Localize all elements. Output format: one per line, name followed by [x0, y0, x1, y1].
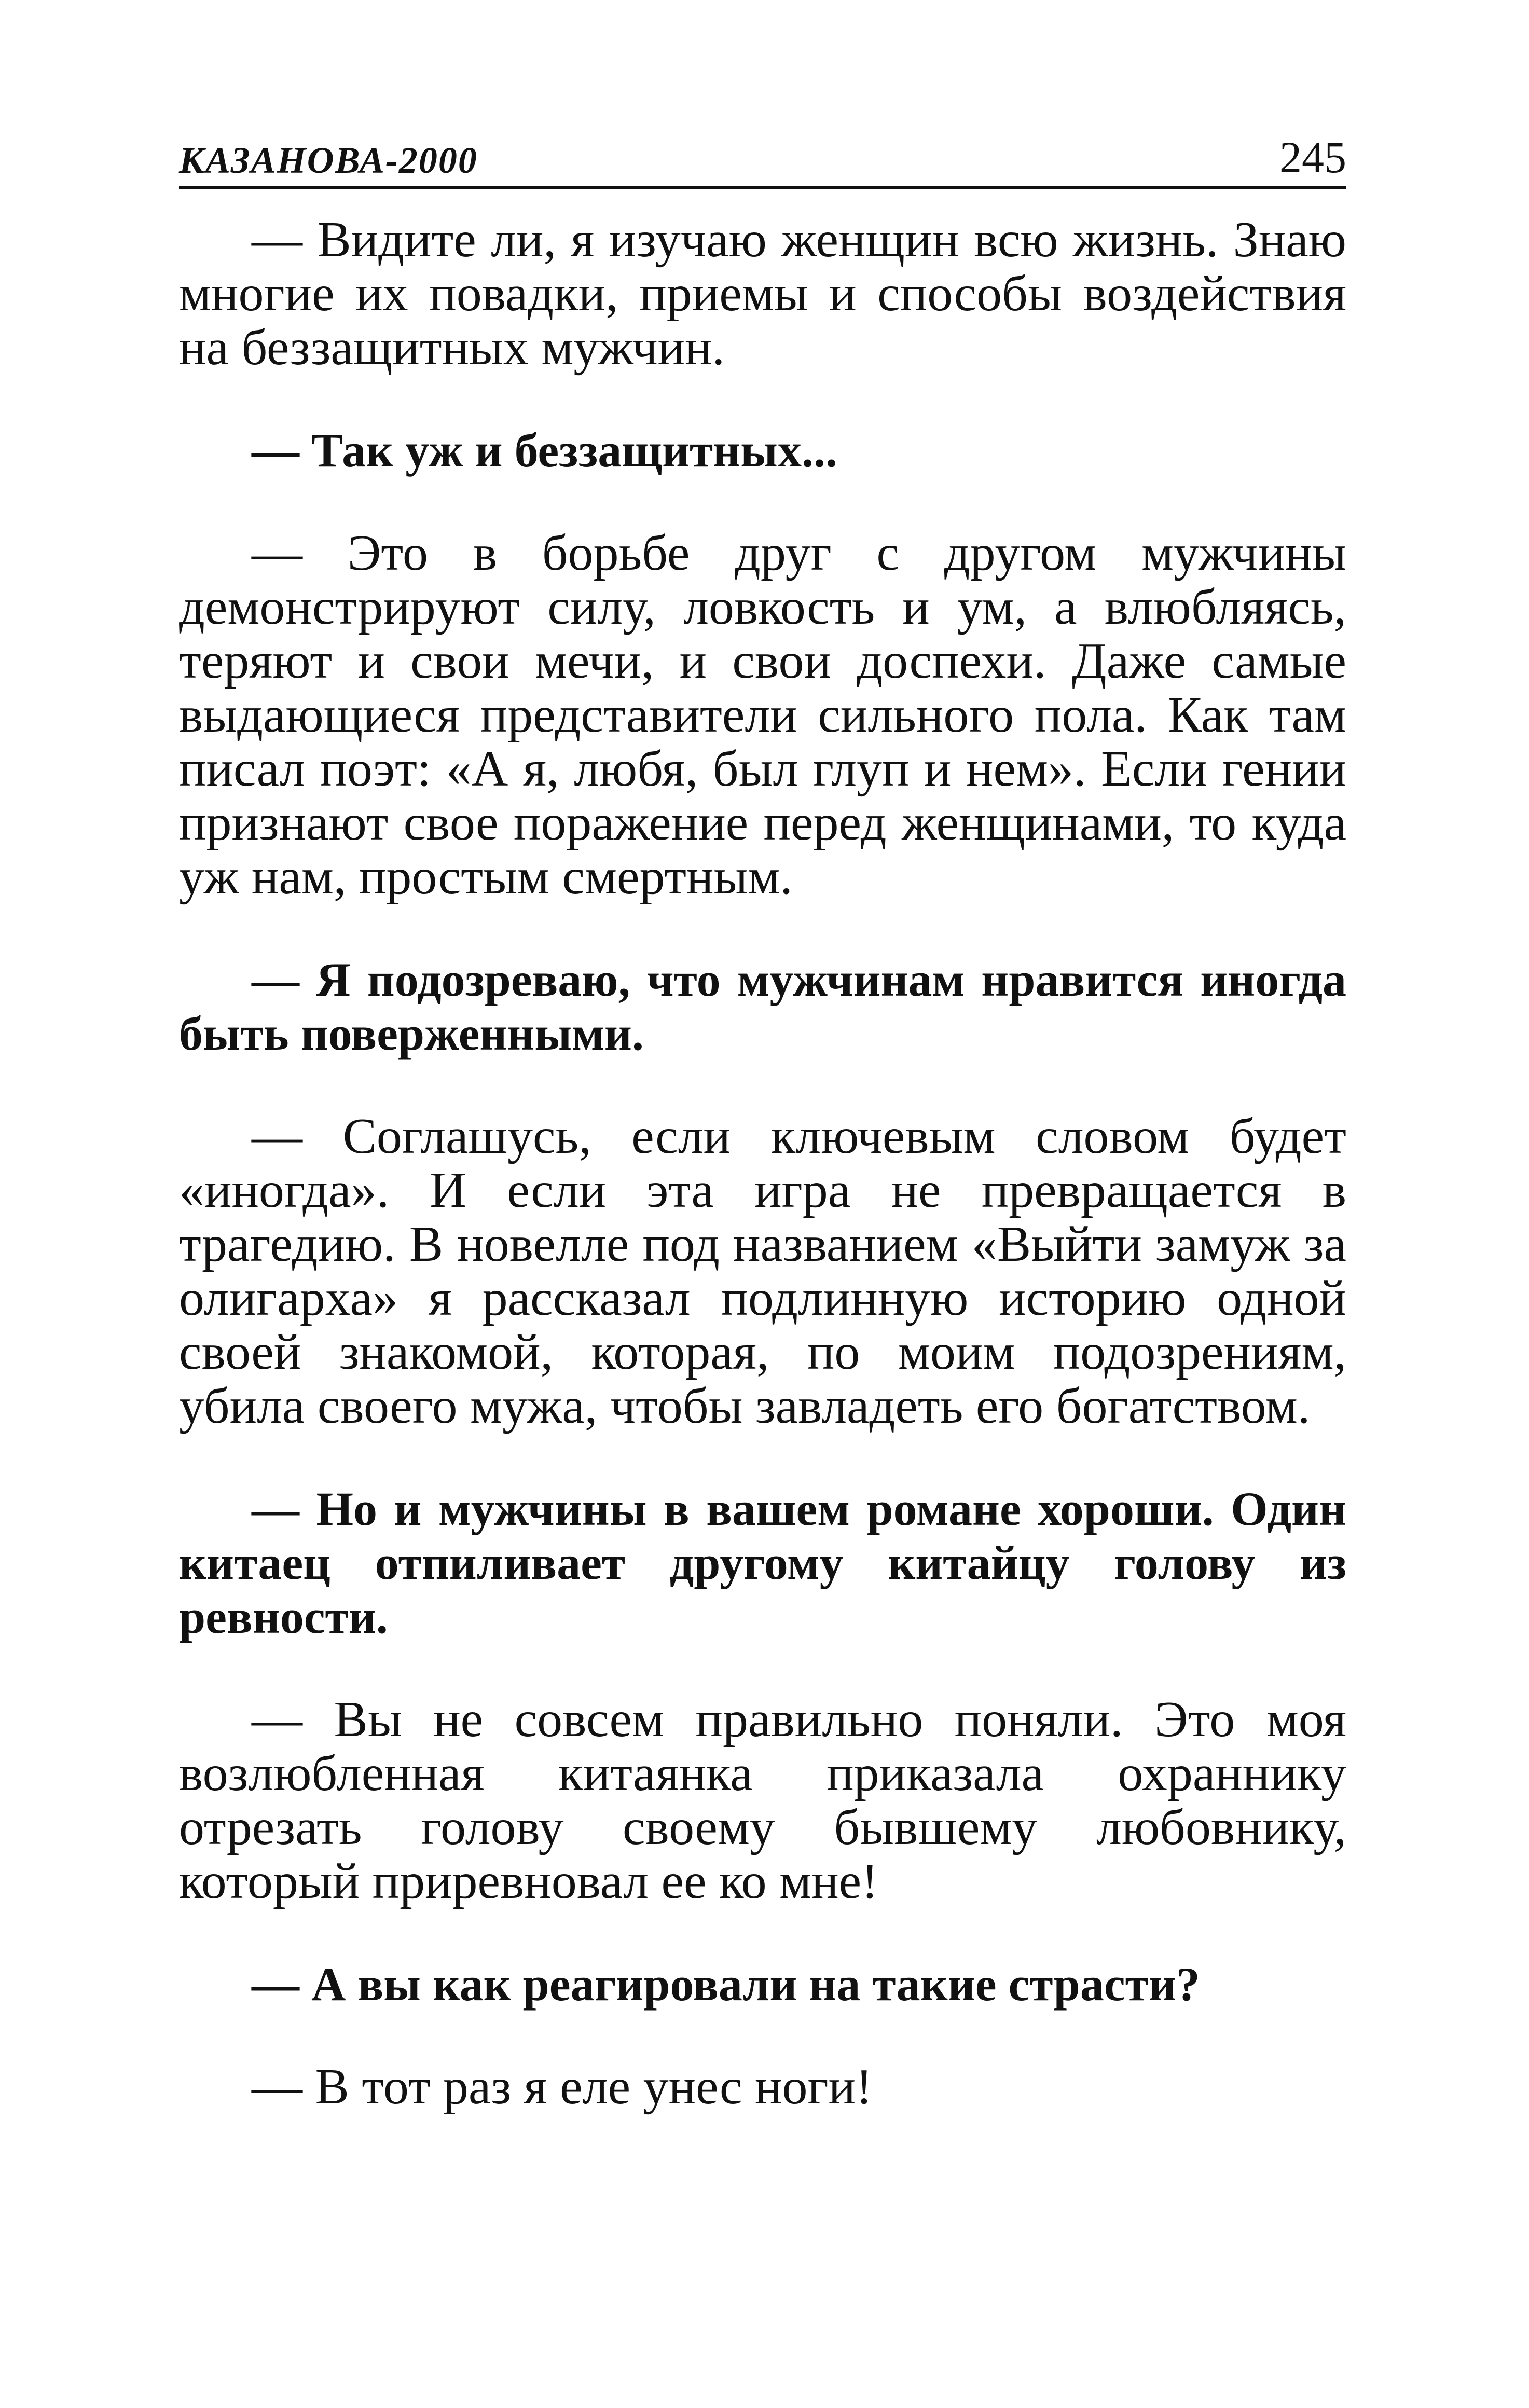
paragraph-answer: — Вы не совсем правильно поняли. Это моя возлюбленная китаянка приказала охраннику отрезать голову своему бывшему любовнику, который приревновал ее ко мне!	[179, 1691, 1346, 1909]
paragraph-answer: — Это в борьбе друг с другом мужчины демонстрируют силу, ловкость и ум, а влюбляясь, теряют и свои мечи, и свои доспехи. Даже самые выдающиеся представители сильного пола. Как там писал поэт: «А я, любя, был глуп и нем». Если гении признают свое поражение перед женщинами, то куда уж нам, простым смертным.	[179, 525, 1346, 905]
paragraph-question: — А вы как реагировали на такие страсти?	[252, 1958, 1200, 2011]
page-header	[179, 122, 1346, 189]
paragraph-answer: — В тот раз я еле унес ноги!	[252, 2059, 873, 2115]
header-rule	[179, 186, 1346, 189]
running-title: КАЗАНОВА-2000	[179, 140, 478, 181]
paragraph-answer: — Видите ли, я изучаю женщин всю жизнь. Знаю многие их повадки, приемы и способы воздействия на беззащитных мужчин.	[179, 212, 1346, 376]
paragraph-answer: — Соглашусь, если ключевым словом будет «иногда». И если эта игра не превращается в трагедию. В новелле под названием «Выйти замуж за олигарха» я рассказал подлинную историю одной своей знакомой, которая, по моим подозрениям, убила своего мужа, чтобы завладеть его богатством.	[179, 1108, 1346, 1434]
paragraph-question: — Я подозреваю, что мужчинам нравится иногда быть поверженными.	[179, 953, 1346, 1060]
paragraph-question: — Но и мужчины в вашем романе хороши. Один китаец отпиливает другому китайцу голову из ревности.	[179, 1482, 1346, 1643]
page-body	[179, 213, 1346, 2163]
paragraph-question: — Так уж и беззащитных...	[252, 424, 837, 477]
page-number: 245	[1279, 132, 1346, 182]
